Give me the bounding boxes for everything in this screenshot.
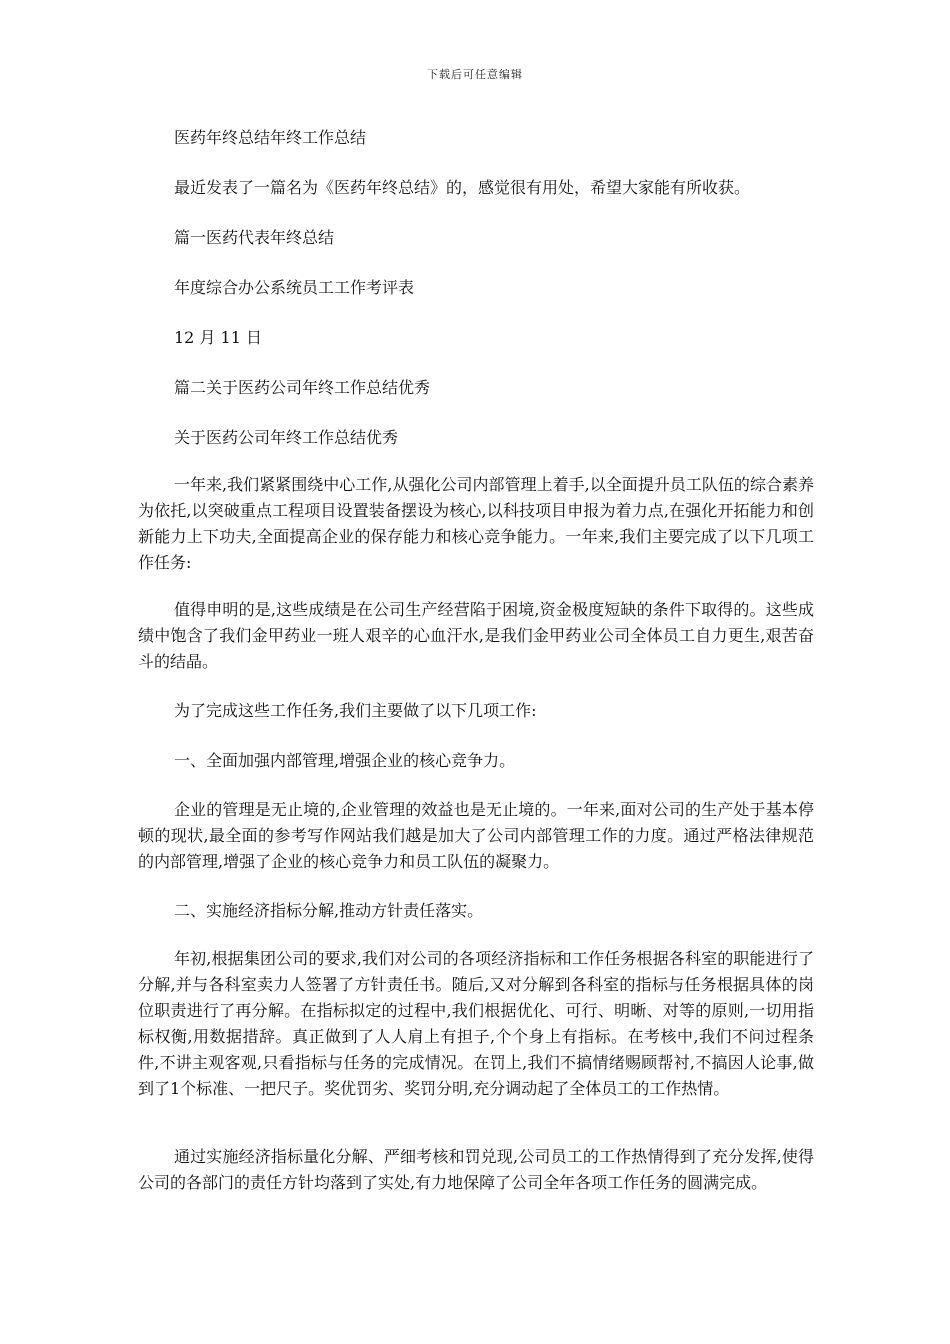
article-title-line: 关于医药公司年终工作总结优秀 — [174, 428, 399, 447]
paragraph-4: 企业的管理是无止境的,企业管理的效益也是无止境的。一年来,面对公司的生产处于基本停顿的现状,最全面的参考写作网站我们越是加大了公司内部管理工作的力度。通过严格法律规范的内部管理,增强了企业的核心竞争力和员工队伍的凝聚力。 — [138, 800, 814, 871]
page-header-note: 下载后可任意编辑 — [427, 68, 523, 81]
paragraph-5: 年初,根据集团公司的要求,我们对公司的各项经济指标和工作任务根据各科室的职能进行了分解,并与各科室卖力人签署了方针责任书。随后,又对分解到各科室的指标与任务根据具体的岗位职责进行了再分解。在指标拟定的过程中,我们根据优化、可行、明晰、对等的原则,一切用指标权衡,用数据措辞。真正做到了人人肩上有担子,个个身上有指标。在考核中,我们不问过程条件,不讲主观客观,只看指标与任务的完成情况。在罚上,我们不搞情绪赐顾帮衬,不搞因人论事,做到了1个标准、一把尺子。奖优罚劣、奖罚分明,充分调动起了全体员工的工作热情。 — [138, 949, 814, 1098]
paragraph-6: 通过实施经济指标量化分解、严细考核和罚兑现,公司员工的工作热情得到了充分发挥,使得公司的各部门的责任方针均落到了实处,有力地保障了公司全年各项工作任务的圆满完成。 — [138, 1147, 814, 1192]
paragraph-2: 值得申明的是,这些成绩是在公司生产经营陷于困境,资金极度短缺的条件下取得的。这些成绩中饱含了我们金甲药业一班人艰辛的心血汗水,是我们金甲药业公司全体员工自力更生,艰苦奋斗的结晶。 — [138, 600, 814, 671]
paragraph-3: 为了完成这些工作任务,我们主要做了以下几项工作: — [174, 701, 537, 720]
section-heading-part2: 篇二关于医药公司年终工作总结优秀 — [174, 378, 431, 397]
subheading-2: 二、实施经济指标分解,推动方针责任落实。 — [174, 901, 484, 920]
intro-line: 最近发表了一篇名为《医药年终总结》的，感觉很有用处，希望大家能有所收获。 — [174, 178, 751, 197]
paragraph-1: 一年来,我们紧紧围绕中心工作,从强化公司内部管理上着手,以全面提升员工队伍的综合素养为依托,以突破重点工程项目设置装备摆设为核心,以科技项目申报为着力点,在强化开拓能力和创新能力上下功夫,全面提高企业的保存能力和核心竞争能力。一年来,我们主要完成了以下几项工作任务: — [138, 475, 814, 572]
form-title-line: 年度综合办公系统员工工作考评表 — [174, 278, 415, 297]
date-line: 12 月 11 日 — [174, 328, 262, 347]
document-title: 医药年终总结年终工作总结 — [174, 128, 367, 147]
section-heading-part1: 篇一医药代表年终总结 — [174, 228, 335, 247]
subheading-1: 一、全面加强内部管理,增强企业的核心竞争力。 — [174, 751, 516, 770]
